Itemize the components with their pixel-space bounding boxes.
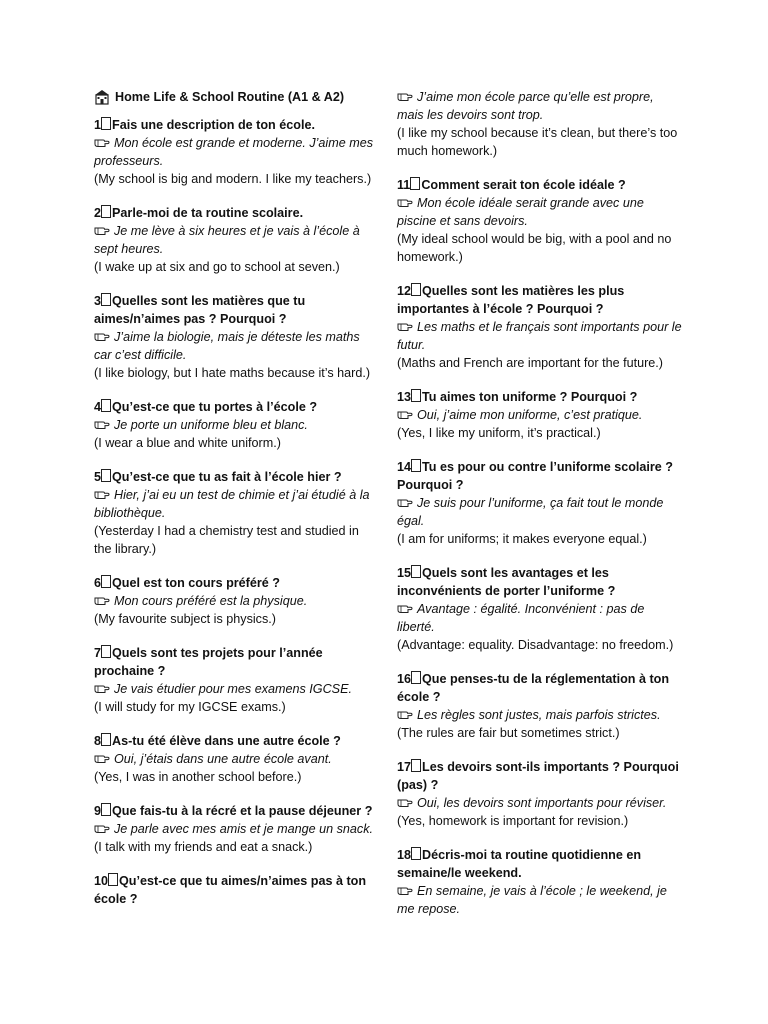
english-translation: (I like my school because it’s clean, but there’s too much homework.)	[397, 126, 678, 158]
question-label: Que fais-tu à la récré et la pause déjeuner ?	[112, 804, 373, 818]
french-answer	[94, 222, 379, 258]
question-item	[397, 846, 682, 918]
question-text	[94, 574, 379, 592]
french-answer-text: Mon cours préféré est la physique.	[114, 594, 308, 608]
french-answer-text: Mon école est grande et moderne. J’aime mes professeurs.	[94, 136, 374, 168]
french-answer-text: Je vais étudier pour mes examens IGCSE.	[114, 682, 352, 696]
question-item	[397, 388, 682, 442]
question-number: 5	[94, 470, 102, 484]
question-item	[397, 176, 682, 266]
french-answer	[397, 706, 682, 724]
english-translation: (I wear a blue and white uniform.)	[94, 436, 281, 450]
english-translation: (Maths and French are important for the future.)	[397, 356, 663, 370]
french-answer	[94, 820, 379, 838]
pointing-hand-icon	[397, 795, 413, 807]
question-text	[397, 564, 682, 600]
left-column	[94, 88, 379, 924]
question-label: Quelles sont les matières les plus importantes à l’école ? Pourquoi ?	[397, 284, 625, 316]
pointing-hand-icon	[397, 195, 413, 207]
french-answer-text: Mon école idéale serait grande avec une piscine et sans devoirs.	[397, 196, 644, 228]
question-text	[397, 458, 682, 494]
question-item	[94, 802, 379, 856]
french-answer-text: Oui, les devoirs sont importants pour réviser.	[417, 796, 667, 810]
question-text	[94, 292, 379, 328]
question-label: Comment serait ton école idéale ?	[421, 178, 626, 192]
question-number: 1	[94, 118, 102, 132]
english-translation: (Advantage: equality. Disadvantage: no freedom.)	[397, 638, 674, 652]
question-label: Qu’est-ce que tu as fait à l’école hier ?	[112, 470, 342, 484]
question-label: Décris-moi ta routine quotidienne en semaine/le weekend.	[397, 848, 642, 880]
french-answer-text: Les maths et le français sont importants pour le futur.	[397, 320, 682, 352]
question-number: 13	[397, 390, 412, 404]
french-answer-text: J’aime la biologie, mais je déteste les maths car c’est difficile.	[94, 330, 360, 362]
keycap-box-icon	[411, 671, 421, 684]
french-answer	[397, 600, 682, 636]
pointing-hand-icon	[94, 751, 110, 763]
keycap-box-icon	[101, 733, 111, 746]
keycap-box-icon	[101, 117, 111, 130]
question-text	[397, 282, 682, 318]
question-item	[94, 204, 379, 276]
french-answer	[94, 416, 379, 434]
english-translation: (I am for uniforms; it makes everyone equal.)	[397, 532, 647, 546]
question-item	[397, 458, 682, 548]
french-answer	[94, 750, 379, 768]
french-answer-text: Je porte un uniforme bleu et blanc.	[114, 418, 308, 432]
question-label: Quels sont les avantages et les inconvénients de porter l’uniforme ?	[397, 566, 616, 598]
question-label: Que penses-tu de la réglementation à ton école ?	[397, 672, 670, 704]
keycap-box-icon	[411, 459, 421, 472]
keycap-box-icon	[101, 205, 111, 218]
question-item	[397, 670, 682, 742]
pointing-hand-icon	[94, 487, 110, 499]
question-item	[94, 398, 379, 452]
question-text	[94, 732, 379, 750]
keycap-box-icon	[410, 177, 420, 190]
question-list-right	[397, 88, 682, 918]
french-answer	[397, 406, 682, 424]
french-answer-text: En semaine, je vais à l’école ; le weekend, je me repose.	[397, 884, 667, 916]
question-number: 16	[397, 672, 412, 686]
question-number: 17	[397, 760, 412, 774]
question-list-left	[94, 116, 379, 908]
question-number: 8	[94, 734, 102, 748]
question-label: Parle-moi de ta routine scolaire.	[112, 206, 304, 220]
english-translation: (I wake up at six and go to school at seven.)	[94, 260, 340, 274]
english-translation: (My school is big and modern. I like my teachers.)	[94, 172, 372, 186]
english-translation: (My favourite subject is physics.)	[94, 612, 276, 626]
right-column	[397, 88, 682, 934]
question-item	[397, 564, 682, 654]
question-text	[397, 388, 682, 406]
question-item	[94, 732, 379, 786]
keycap-box-icon	[101, 645, 111, 658]
french-answer	[397, 882, 682, 918]
question-item	[397, 88, 682, 160]
question-item	[94, 644, 379, 716]
question-text	[397, 758, 682, 794]
keycap-box-icon	[101, 803, 111, 816]
keycap-box-icon	[101, 469, 111, 482]
french-answer-text: Hier, j’ai eu un test de chimie et j’ai étudié à la bibliothèque.	[94, 488, 370, 520]
question-number: 9	[94, 804, 102, 818]
pointing-hand-icon	[397, 707, 413, 719]
english-translation: (Yes, I like my uniform, it’s practical.)	[397, 426, 601, 440]
french-answer	[397, 88, 682, 124]
french-answer-text: J’aime mon école parce qu’elle est propre, mais les devoirs sont trop.	[397, 90, 654, 122]
french-answer-text: Oui, j’aime mon uniforme, c’est pratique.	[417, 408, 643, 422]
question-label: Tu aimes ton uniforme ? Pourquoi ?	[422, 390, 638, 404]
english-translation: (Yesterday I had a chemistry test and studied in the library.)	[94, 524, 359, 556]
english-translation: (I will study for my IGCSE exams.)	[94, 700, 286, 714]
question-text	[94, 872, 379, 908]
french-answer-text: Je suis pour l’uniforme, ça fait tout le monde égal.	[397, 496, 664, 528]
question-label: Quels sont tes projets pour l’année prochaine ?	[94, 646, 323, 678]
pointing-hand-icon	[397, 89, 413, 101]
pointing-hand-icon	[94, 223, 110, 235]
pointing-hand-icon	[94, 593, 110, 605]
question-number: 2	[94, 206, 102, 220]
pointing-hand-icon	[94, 681, 110, 693]
pointing-hand-icon	[94, 329, 110, 341]
pointing-hand-icon	[94, 135, 110, 147]
question-label: Fais une description de ton école.	[112, 118, 315, 132]
french-answer-text: Avantage : égalité. Inconvénient : pas de liberté.	[397, 602, 645, 634]
keycap-box-icon	[411, 847, 421, 860]
pointing-hand-icon	[397, 319, 413, 331]
question-number: 4	[94, 400, 102, 414]
french-answer	[94, 680, 379, 698]
question-label: Les devoirs sont-ils importants ? Pourquoi (pas) ?	[397, 760, 679, 792]
french-answer	[397, 794, 682, 812]
english-translation: (Yes, I was in another school before.)	[94, 770, 302, 784]
keycap-box-icon	[411, 565, 421, 578]
keycap-box-icon	[101, 399, 111, 412]
french-answer-text: Je parle avec mes amis et je mange un snack.	[114, 822, 373, 836]
question-text	[94, 204, 379, 222]
question-text	[397, 670, 682, 706]
keycap-box-icon	[108, 873, 118, 886]
keycap-box-icon	[411, 283, 421, 296]
french-answer-text: Je me lève à six heures et je vais à l’école à sept heures.	[94, 224, 360, 256]
french-answer	[94, 486, 379, 522]
french-answer	[94, 328, 379, 364]
french-answer	[397, 494, 682, 530]
question-label: Qu’est-ce que tu portes à l’école ?	[112, 400, 318, 414]
pointing-hand-icon	[94, 821, 110, 833]
french-answer-text: Oui, j’étais dans une autre école avant.	[114, 752, 332, 766]
question-text	[94, 398, 379, 416]
english-translation: (I like biology, but I hate maths because it’s hard.)	[94, 366, 371, 380]
question-item	[94, 116, 379, 188]
french-answer	[397, 194, 682, 230]
question-label: Quel est ton cours préféré ?	[112, 576, 280, 590]
school-icon	[94, 89, 110, 105]
question-label: As-tu été élève dans une autre école ?	[112, 734, 341, 748]
question-item	[94, 574, 379, 628]
english-translation: (Yes, homework is important for revision.)	[397, 814, 629, 828]
french-answer	[94, 134, 379, 170]
question-text	[94, 802, 379, 820]
french-answer-text: Les règles sont justes, mais parfois strictes.	[417, 708, 661, 722]
keycap-box-icon	[411, 389, 421, 402]
keycap-box-icon	[101, 575, 111, 588]
question-label: Tu es pour ou contre l’uniforme scolaire ? Pourquoi ?	[397, 460, 673, 492]
french-answer	[397, 318, 682, 354]
keycap-box-icon	[411, 759, 421, 772]
pointing-hand-icon	[94, 417, 110, 429]
question-number: 10	[94, 874, 109, 888]
french-answer	[94, 592, 379, 610]
pointing-hand-icon	[397, 407, 413, 419]
question-number: 15	[397, 566, 412, 580]
question-item	[94, 468, 379, 558]
question-number: 12	[397, 284, 412, 298]
pointing-hand-icon	[397, 883, 413, 895]
question-text	[397, 846, 682, 882]
question-text	[94, 468, 379, 486]
question-number: 6	[94, 576, 102, 590]
question-label: Qu’est-ce que tu aimes/n’aimes pas à ton école ?	[94, 874, 367, 906]
question-number: 3	[94, 294, 102, 308]
pointing-hand-icon	[397, 495, 413, 507]
english-translation: (My ideal school would be big, with a pool and no homework.)	[397, 232, 672, 264]
question-number: 7	[94, 646, 102, 660]
question-item	[94, 872, 379, 908]
question-item	[94, 292, 379, 382]
question-number: 18	[397, 848, 412, 862]
english-translation: (I talk with my friends and eat a snack.)	[94, 840, 313, 854]
keycap-box-icon	[101, 293, 111, 306]
pointing-hand-icon	[397, 601, 413, 613]
question-label: Quelles sont les matières que tu aimes/n’aimes pas ? Pourquoi ?	[94, 294, 306, 326]
question-number: 14	[397, 460, 412, 474]
question-text	[397, 176, 682, 194]
question-text	[94, 644, 379, 680]
title-text: Home Life & School Routine (A1 & A2)	[115, 90, 345, 104]
document-title	[94, 88, 379, 106]
question-number: 11	[397, 178, 411, 192]
question-item	[397, 282, 682, 372]
question-text	[94, 116, 379, 134]
english-translation: (The rules are fair but sometimes strict.)	[397, 726, 620, 740]
question-item	[397, 758, 682, 830]
